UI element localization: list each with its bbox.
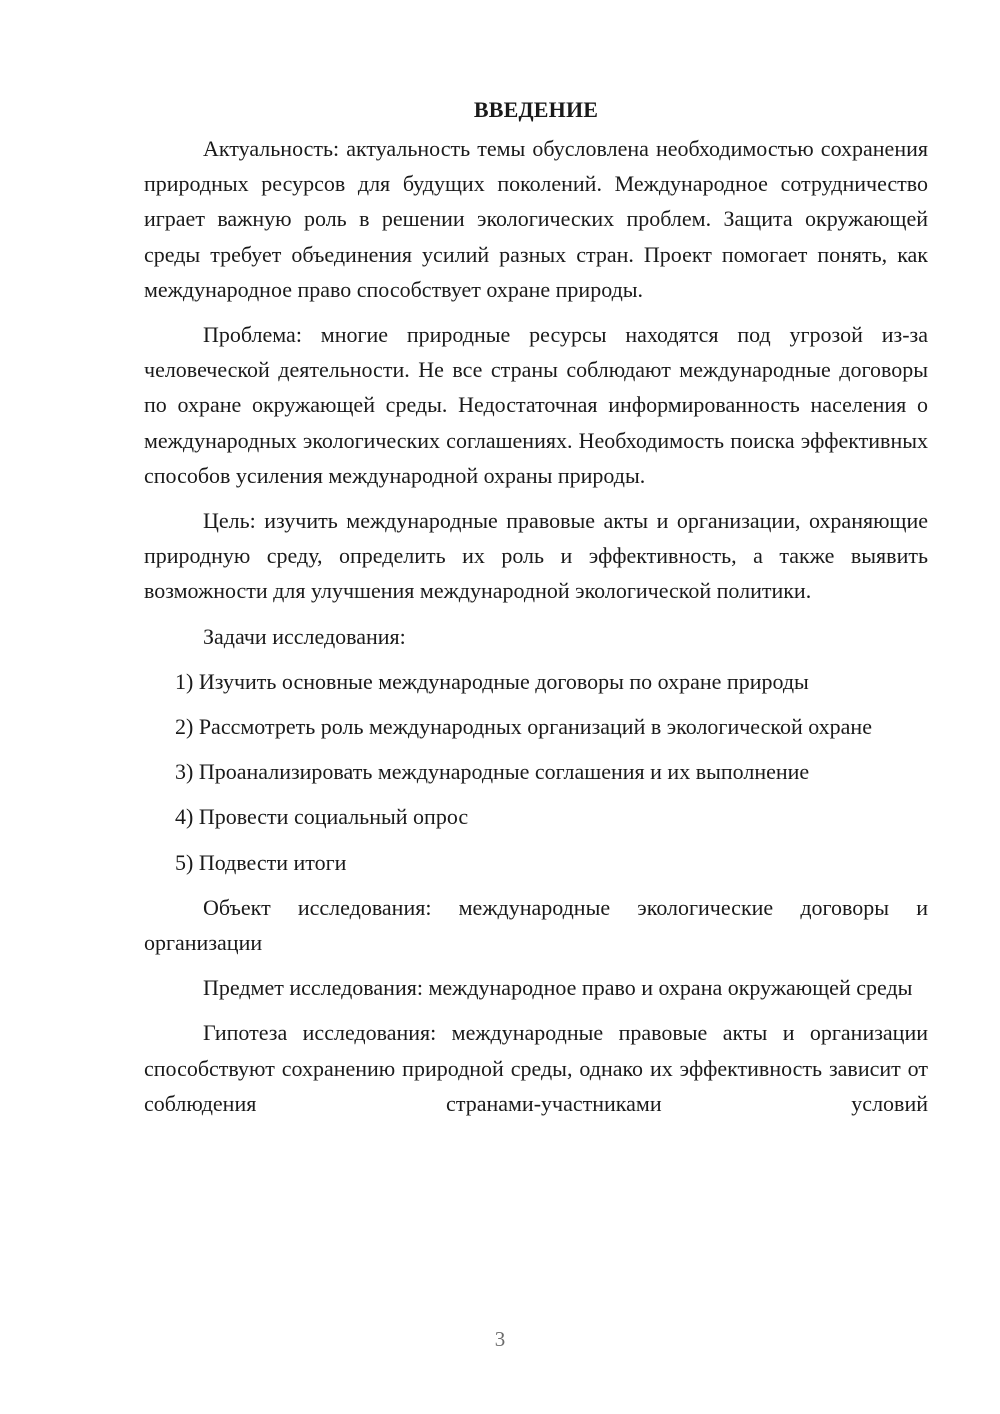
tasks-list <box>144 664 928 880</box>
page-number: 3 <box>494 1327 506 1351</box>
task-item-5: 5) Подвести итоги <box>175 849 347 875</box>
tasks-heading: Задачи исследования: <box>203 623 406 649</box>
document-page <box>144 92 928 1121</box>
goal-paragraph: Цель: изучить международные правовые акты и организации, охраняющие природную среду, определить их роль и эффективность, а также выявить возможности для улучшения международной экологической политики. <box>144 508 928 604</box>
subject-paragraph: Предмет исследования: международное право и охрана окружающей среды <box>203 975 913 1001</box>
task-item-3: 3) Проанализировать международные соглашения и их выполнение <box>175 759 810 785</box>
hypothesis-paragraph: Гипотеза исследования: международные правовые акты и организации способствуют сохранению природной среды, однако их эффективность зависит от соблюдения странами-участниками условий <box>144 1020 928 1116</box>
section-title: ВВЕДЕНИЕ <box>473 97 599 122</box>
object-paragraph: Объект исследования: международные экологические договоры и организации <box>144 894 928 956</box>
problem-paragraph: Проблема: многие природные ресурсы находятся под угрозой из-за человеческой деятельности. Не все страны соблюдают международные договоры по охране окружающей среды. Недостаточная информированность населения о международных экологических соглашениях. Необходимость поиска эффективных способов усиления международной охраны природы. <box>144 322 928 488</box>
relevance-paragraph: Актуальность: актуальность темы обусловлена необходимостью сохранения природных ресурсов для будущих поколений. Международное сотрудничество играет важную роль в решении экологических проблем. Защита окружающей среды требует объединения усилий разных стран. Проект помогает понять, как международное право способствует охране природы. <box>144 136 928 302</box>
task-item-4: 4) Провести социальный опрос <box>175 804 469 830</box>
task-item-2: 2) Рассмотреть роль международных организаций в экологической охране <box>175 714 872 740</box>
task-item-1: 1) Изучить основные международные договоры по охране природы <box>175 668 809 694</box>
